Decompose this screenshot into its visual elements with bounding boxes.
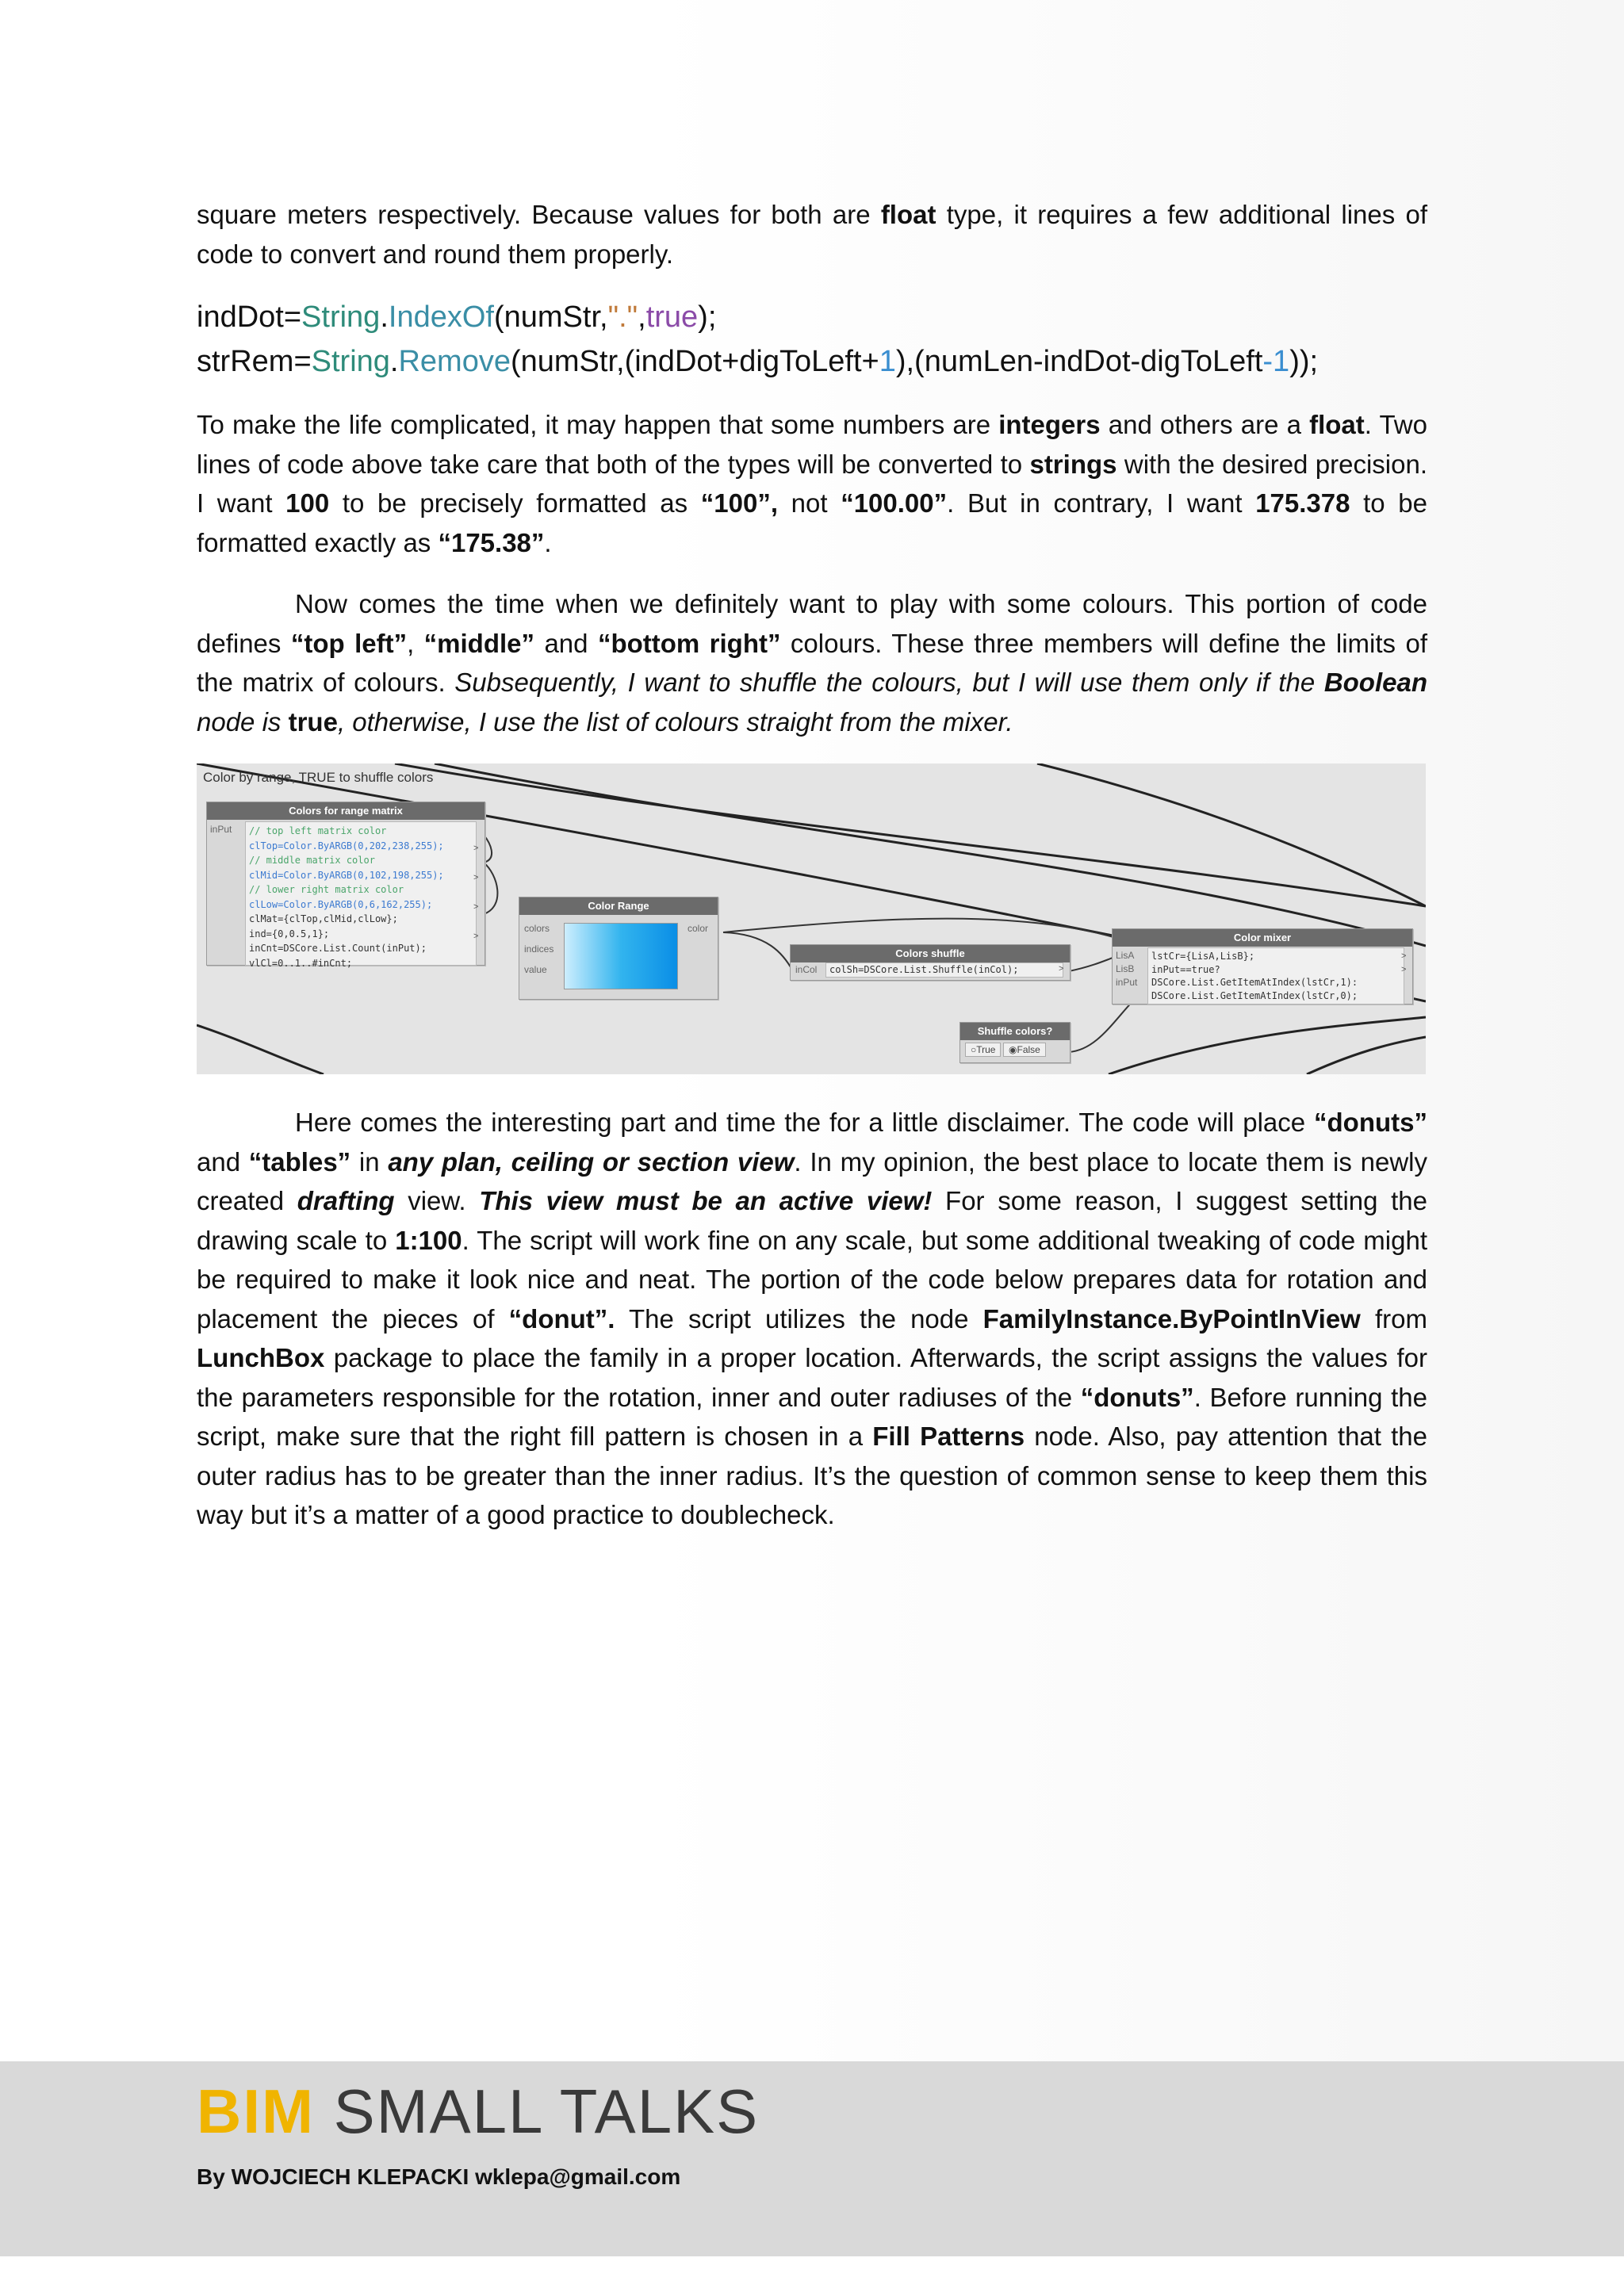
node-title: Shuffle colors? — [960, 1023, 1070, 1040]
code-line: DSCore.List.GetItemAtIndex(lstCr,0); — [1151, 989, 1358, 1001]
output-port-label: color — [688, 923, 709, 934]
toggle-true-option[interactable]: ○True — [965, 1043, 1001, 1057]
code-token: -1 — [1262, 345, 1290, 378]
text: Here comes the interesting part and time the for a little disclaimer. The code will place — [295, 1108, 1315, 1137]
code-line-1 — [197, 295, 1465, 339]
code-token: strRem= — [197, 345, 312, 378]
bold-italic-text: Boolean — [1323, 668, 1427, 697]
text: with the desired precision. I want — [197, 449, 1427, 518]
code-line: inCnt=DSCore.List.Count(inPut); — [249, 943, 427, 954]
input-port-label: inCol — [795, 964, 818, 975]
group-caption: Color by range, TRUE to shuffle colors — [203, 770, 434, 785]
node-colors-for-range-matrix[interactable] — [206, 802, 485, 969]
bold-text: “bottom right” — [597, 628, 781, 658]
code-line: inPut==true? — [1151, 963, 1220, 975]
code-token: IndexOf — [388, 300, 494, 334]
text: and — [534, 628, 598, 658]
wire — [197, 1025, 324, 1074]
bold-text: 100 — [285, 488, 330, 518]
text: , — [407, 628, 424, 658]
bold-text: “donut”. — [508, 1303, 615, 1334]
input-port-label: indices — [524, 943, 554, 955]
text: not — [778, 488, 841, 518]
text: colours. These three members will define the limits of the matrix of colours. — [197, 628, 1427, 697]
text: to be formatted exactly as — [197, 488, 1427, 557]
text: The script utilizes the node — [615, 1303, 983, 1334]
bold-text: strings — [1029, 449, 1117, 479]
bold-text: Fill Patterns — [872, 1422, 1025, 1451]
bold-text: “donuts” — [1080, 1382, 1194, 1412]
wire — [1109, 1017, 1426, 1074]
code-block-area[interactable] — [1147, 947, 1407, 1004]
code-token: ),(numLen-indDot-digToLeft — [895, 345, 1263, 378]
italic-text: node is — [197, 706, 289, 737]
bold-text: LunchBox — [197, 1343, 325, 1372]
output-arrows: > > — [1401, 951, 1407, 974]
node-colors-shuffle[interactable] — [790, 944, 1071, 981]
text: To make the life complicated, it may happen that some numbers are — [197, 410, 999, 439]
code-line: // middle matrix color — [249, 855, 375, 866]
code-token: Remove — [398, 345, 511, 378]
bold-italic-text: drafting — [297, 1186, 395, 1215]
input-port-label: inPut — [1116, 977, 1138, 988]
code-line: clMat={clTop,clMid,clLow}; — [249, 913, 398, 924]
text: node. Also, pay attention that the outer radius has to be greater than the inner radius. It’s the question of common sense to keep them this way but it’s a matter of a good practice to doublecheck. — [197, 1422, 1427, 1529]
brand-small-talks: SMALL TALKS — [314, 2076, 760, 2146]
code-token: true — [645, 300, 699, 334]
output-arrow: > — [1059, 964, 1064, 974]
bold-text: “tables” — [248, 1146, 351, 1177]
code-line: vlCl=0..1..#inCnt; — [249, 957, 353, 969]
code-line: DSCore.List.GetItemAtIndex(lstCr,1): — [1151, 977, 1358, 988]
bold-italic-text: any plan, ceiling or section view — [388, 1146, 795, 1177]
code-token: String — [301, 300, 381, 334]
brand-logo — [197, 2076, 759, 2148]
text: type, it requires a few additional lines of code to convert and round them properly. — [197, 200, 1427, 269]
wire — [723, 932, 793, 971]
bold-text: float — [1309, 410, 1365, 439]
toggle-false-option[interactable]: ◉False — [1003, 1043, 1046, 1057]
toggle-false-label: False — [1017, 1044, 1040, 1055]
node-title: Colors shuffle — [791, 945, 1070, 962]
author-byline: By WOJCIECH KLEPACKI wklepa@gmail.com — [197, 2164, 681, 2189]
node-title: Color mixer — [1113, 929, 1412, 947]
bold-text: “100.00” — [841, 488, 948, 518]
text: and others are a — [1100, 410, 1310, 439]
node-title: Colors for range matrix — [207, 802, 485, 820]
wire — [1307, 1037, 1426, 1074]
code-line: clTop=Color.ByARGB(0,202,238,255); — [249, 840, 444, 851]
text: in — [350, 1146, 389, 1177]
code-token: . — [389, 345, 399, 378]
paragraph-disclaimer — [197, 1103, 1427, 1535]
text: and — [197, 1146, 249, 1177]
code-token: )); — [1289, 345, 1319, 378]
code-token: indDot= — [197, 300, 302, 334]
code-line: clLow=Color.ByARGB(0,6,162,255); — [249, 898, 433, 910]
code-token: "." — [607, 300, 638, 334]
bold-italic-text: This view must be an active view! — [479, 1186, 933, 1215]
paragraph-intro — [197, 195, 1427, 274]
code-token: String — [311, 345, 390, 378]
wire — [1037, 763, 1426, 906]
input-port-label: LisB — [1116, 963, 1135, 974]
code-line: lstCr={LisA,LisB}; — [1151, 951, 1255, 962]
input-port-label: LisA — [1116, 950, 1135, 961]
paragraph-colours — [197, 584, 1427, 741]
brand-bim: BIM — [197, 2076, 315, 2146]
text: to be precisely formatted as — [329, 488, 701, 518]
dynamo-graph-screenshot — [197, 763, 1426, 1074]
bold-text: 1:100 — [395, 1225, 462, 1255]
input-port-label: inPut — [210, 824, 232, 835]
node-color-mixer[interactable] — [1112, 928, 1413, 1004]
node-title: Color Range — [519, 897, 718, 915]
paragraph-precision — [197, 405, 1427, 562]
text: . Two lines of code above take care that both of the types will be converted to — [197, 410, 1427, 479]
toggle-true-label: True — [976, 1044, 996, 1055]
code-token: . — [380, 300, 389, 334]
color-range-preview — [564, 923, 678, 989]
code-token: ); — [698, 300, 717, 334]
text: package to place the family in a proper location. Afterwards, the script assigns the values for the parameters responsible for the rotation, inner and outer radiuses of the — [197, 1343, 1427, 1412]
input-port-label: value — [524, 964, 547, 975]
italic-text: Subsequently, I want to shuffle the colours, but I will use them only if the — [454, 668, 1324, 697]
bold-text: “donuts” — [1314, 1108, 1427, 1137]
bold-text: FamilyInstance.ByPointInView — [982, 1303, 1361, 1334]
bold-text: 175.378 — [1255, 488, 1350, 518]
bold-text: “middle” — [423, 628, 535, 658]
code-line-2 — [197, 339, 1465, 384]
code-line: // lower right matrix color — [249, 884, 404, 895]
text: . — [544, 527, 552, 557]
code-token: (numStr,(indDot+digToLeft+ — [510, 345, 879, 378]
code-line: // top left matrix color — [249, 825, 387, 836]
text: square meters respectively. Because values for both are — [197, 200, 881, 229]
bold-text: true — [288, 706, 338, 737]
input-port-label: colors — [524, 923, 550, 934]
node-color-range[interactable] — [519, 897, 718, 1000]
text: view. — [394, 1186, 480, 1215]
code-token: , — [638, 300, 646, 334]
bold-text: “175.38” — [438, 527, 545, 557]
text: . But in contrary, I want — [947, 488, 1256, 518]
text: For some reason, I suggest setting the drawing scale to — [197, 1186, 1428, 1255]
code-token: 1 — [879, 345, 896, 378]
bold-text: float — [880, 200, 936, 229]
text: . Before running the script, make sure that the right fill pattern is chosen in a — [197, 1382, 1427, 1451]
node-shuffle-colors-toggle[interactable] — [959, 1022, 1071, 1063]
text: . The script will work fine on any scale, but some additional tweaking of code might be required to make it look nice and neat. The portion of the code below prepares data for rotation and placement the pieces of — [197, 1225, 1428, 1334]
code-line: clMid=Color.ByARGB(0,102,198,255); — [249, 869, 444, 881]
code-token: (numStr, — [493, 300, 608, 334]
wire — [484, 863, 497, 914]
code-line: ind={0,0.5,1}; — [249, 928, 330, 939]
code-block-area[interactable]: colSh=DSCore.List.Shuffle(inCol); — [825, 962, 1063, 978]
text: . In my opinion, the best place to locate them is newly created — [197, 1146, 1427, 1215]
italic-text: , otherwise, I use the list of colours straight from the mixer. — [337, 706, 1013, 737]
text: from — [1360, 1303, 1427, 1334]
code-block-area[interactable] — [245, 821, 477, 969]
bold-text: integers — [998, 410, 1101, 439]
output-arrows: > > > > — [473, 844, 479, 941]
bold-text: “100”, — [700, 488, 779, 518]
text: Now comes the time when we definitely want to play with some colours. This portion of code defines — [197, 589, 1427, 658]
bold-text: “top left” — [290, 628, 408, 658]
